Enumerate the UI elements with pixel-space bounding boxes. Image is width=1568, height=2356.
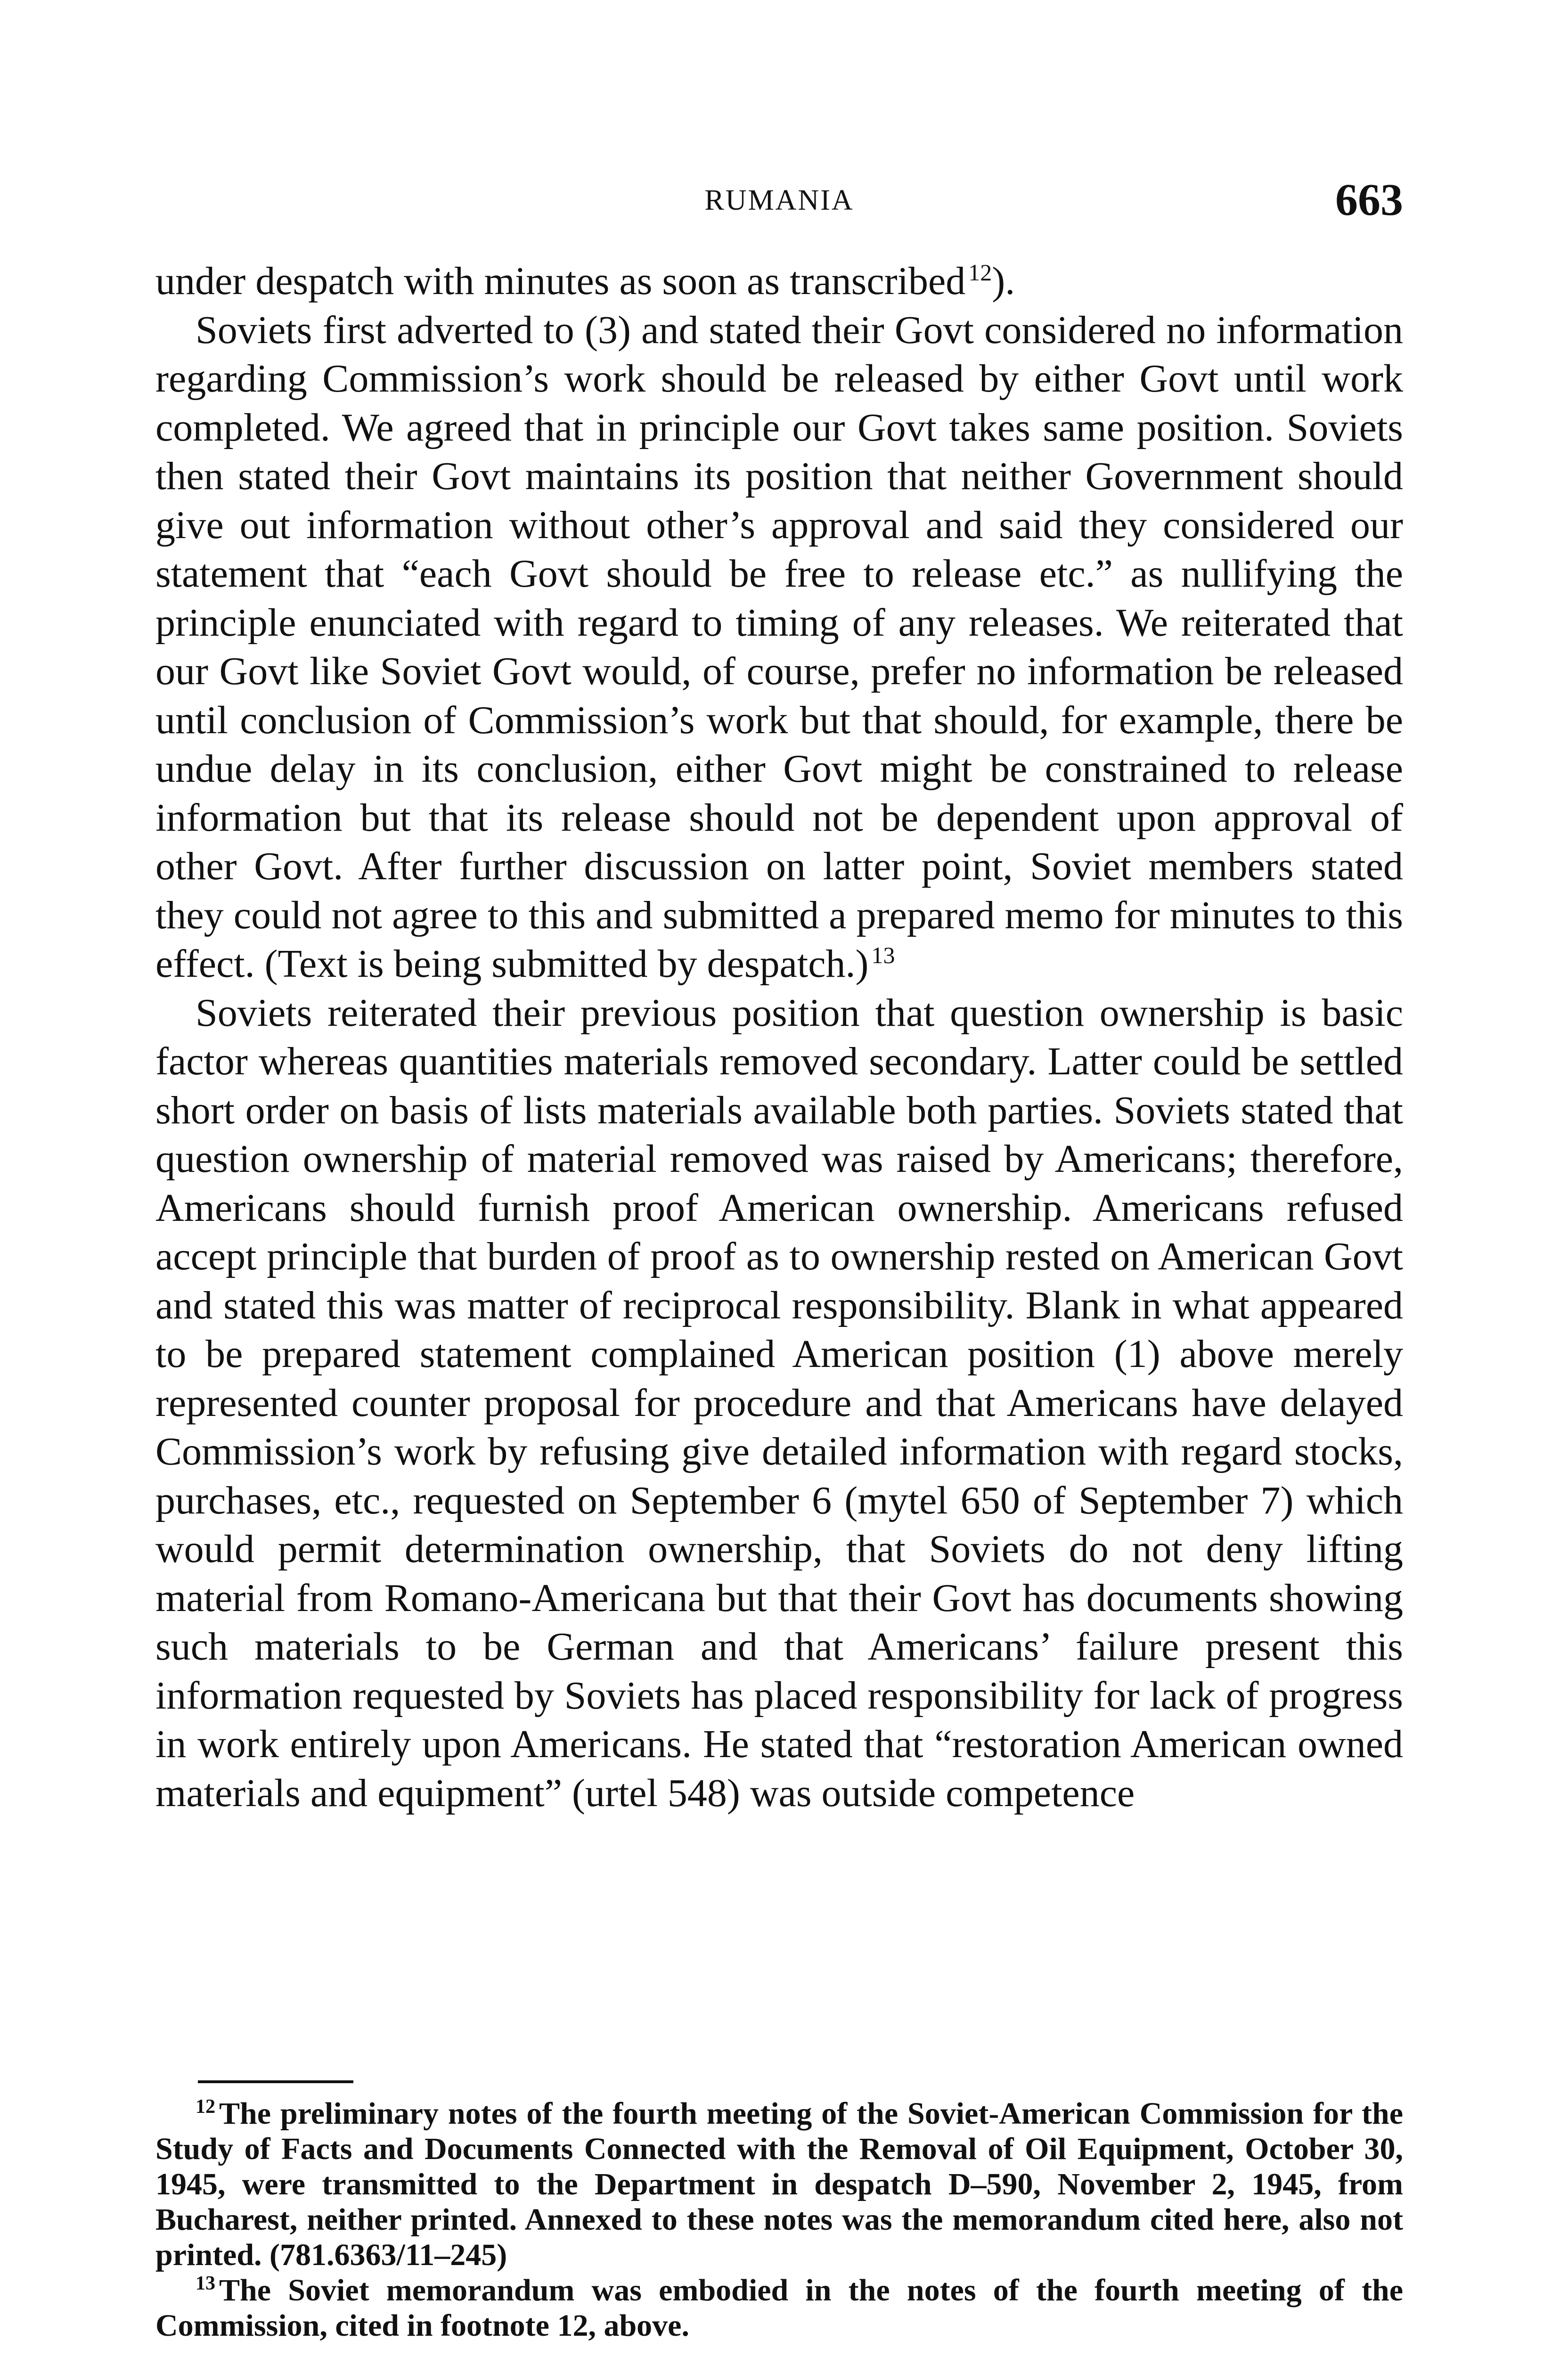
footnotes: [155, 2096, 1403, 2343]
paragraph-2-text: Soviets first adverted to (3) and stated their Govt considered no information regarding Commission’s work should be released by either Govt until work completed. We agreed that in principle our Govt takes same position. Soviets then stated their Govt maintains its position that neither Government should give out information without other’s approval and said they considered our statement that “each Govt should be free to release etc.” as nullifying the principle enunciated with regard to timing of any releases. We reiterated that our Govt like Soviet Govt would, of course, prefer no information be released until conclusion of Commission’s work but that should, for example, there be undue delay in its conclusion, either Govt might be constrained to release information but that its release should not be dependent upon approval of other Govt. After further discussion on latter point, Soviet members stated they could not agree to this and submitted a prepared memo for minutes to this effect. (Text is being submitted by despatch.): [155, 308, 1403, 986]
footnote-divider: [198, 2080, 353, 2083]
paragraph-1-tail: ).: [992, 259, 1015, 303]
paragraph-soviets-first: [155, 306, 1403, 989]
page-number: 663: [1335, 174, 1403, 225]
running-title: RUMANIA: [704, 184, 854, 216]
running-head: [155, 173, 1403, 225]
paragraph-3-text: Soviets reiterated their previous position that question ownership is basic factor whereas quantities materials removed secondary. Latter could be settled short order on basis of lists materials available both parties. Soviets stated that question ownership of material removed was raised by Americans; therefore, Americans should furnish proof American ownership. Americans refused accept principle that burden of proof as to ownership rested on American Govt and stated this was matter of reciprocal responsibility. Blank in what appeared to be prepared statement complained American position (1) above merely represented counter proposal for procedure and that Americans have delayed Commission’s work by refusing give detailed information with regard stocks, purchases, etc., requested on September 6 (mytel 650 of September 7) which would permit determination ownership, that Soviets do not deny lifting material from Romano-Americana but that their Govt has documents showing such materials to be German and that Americans’ failure present this information requested by Soviets has placed responsibility for lack of progress in work entirely upon Americans. He stated that “restoration American owned materials and equipment” (urtel 548) was outside competence: [155, 990, 1403, 1815]
paragraph-continuation: [155, 257, 1403, 306]
footnote-text: The Soviet memorandum was embodied in the notes of the fourth meeting of the Commission, cited in footnote 12, above.: [155, 2273, 1403, 2343]
footnote-ref-12: 12: [968, 259, 992, 286]
paragraph-soviets-reiterated: [155, 989, 1403, 1818]
footnote-mark: 13: [196, 2273, 215, 2294]
footnote-text: The preliminary notes of the fourth meeting of the Soviet-American Commission for the Study of Facts and Documents Connected with the Removal of Oil Equipment, October 30, 1945, were transmitted to the Department in despatch D–590, November 2, 1945, from Bucharest, neither printed. Annexed to these notes was the memorandum cited here, also not printed. (781.6363/11–245): [155, 2096, 1403, 2272]
footnote-13: [155, 2273, 1403, 2343]
footnote-12: [155, 2096, 1403, 2273]
body-text: [155, 257, 1403, 1817]
footnote-mark: 12: [196, 2096, 215, 2118]
footnote-ref-13: 13: [871, 942, 895, 968]
paragraph-1-text: under despatch with minutes as soon as transcribed: [155, 259, 966, 303]
